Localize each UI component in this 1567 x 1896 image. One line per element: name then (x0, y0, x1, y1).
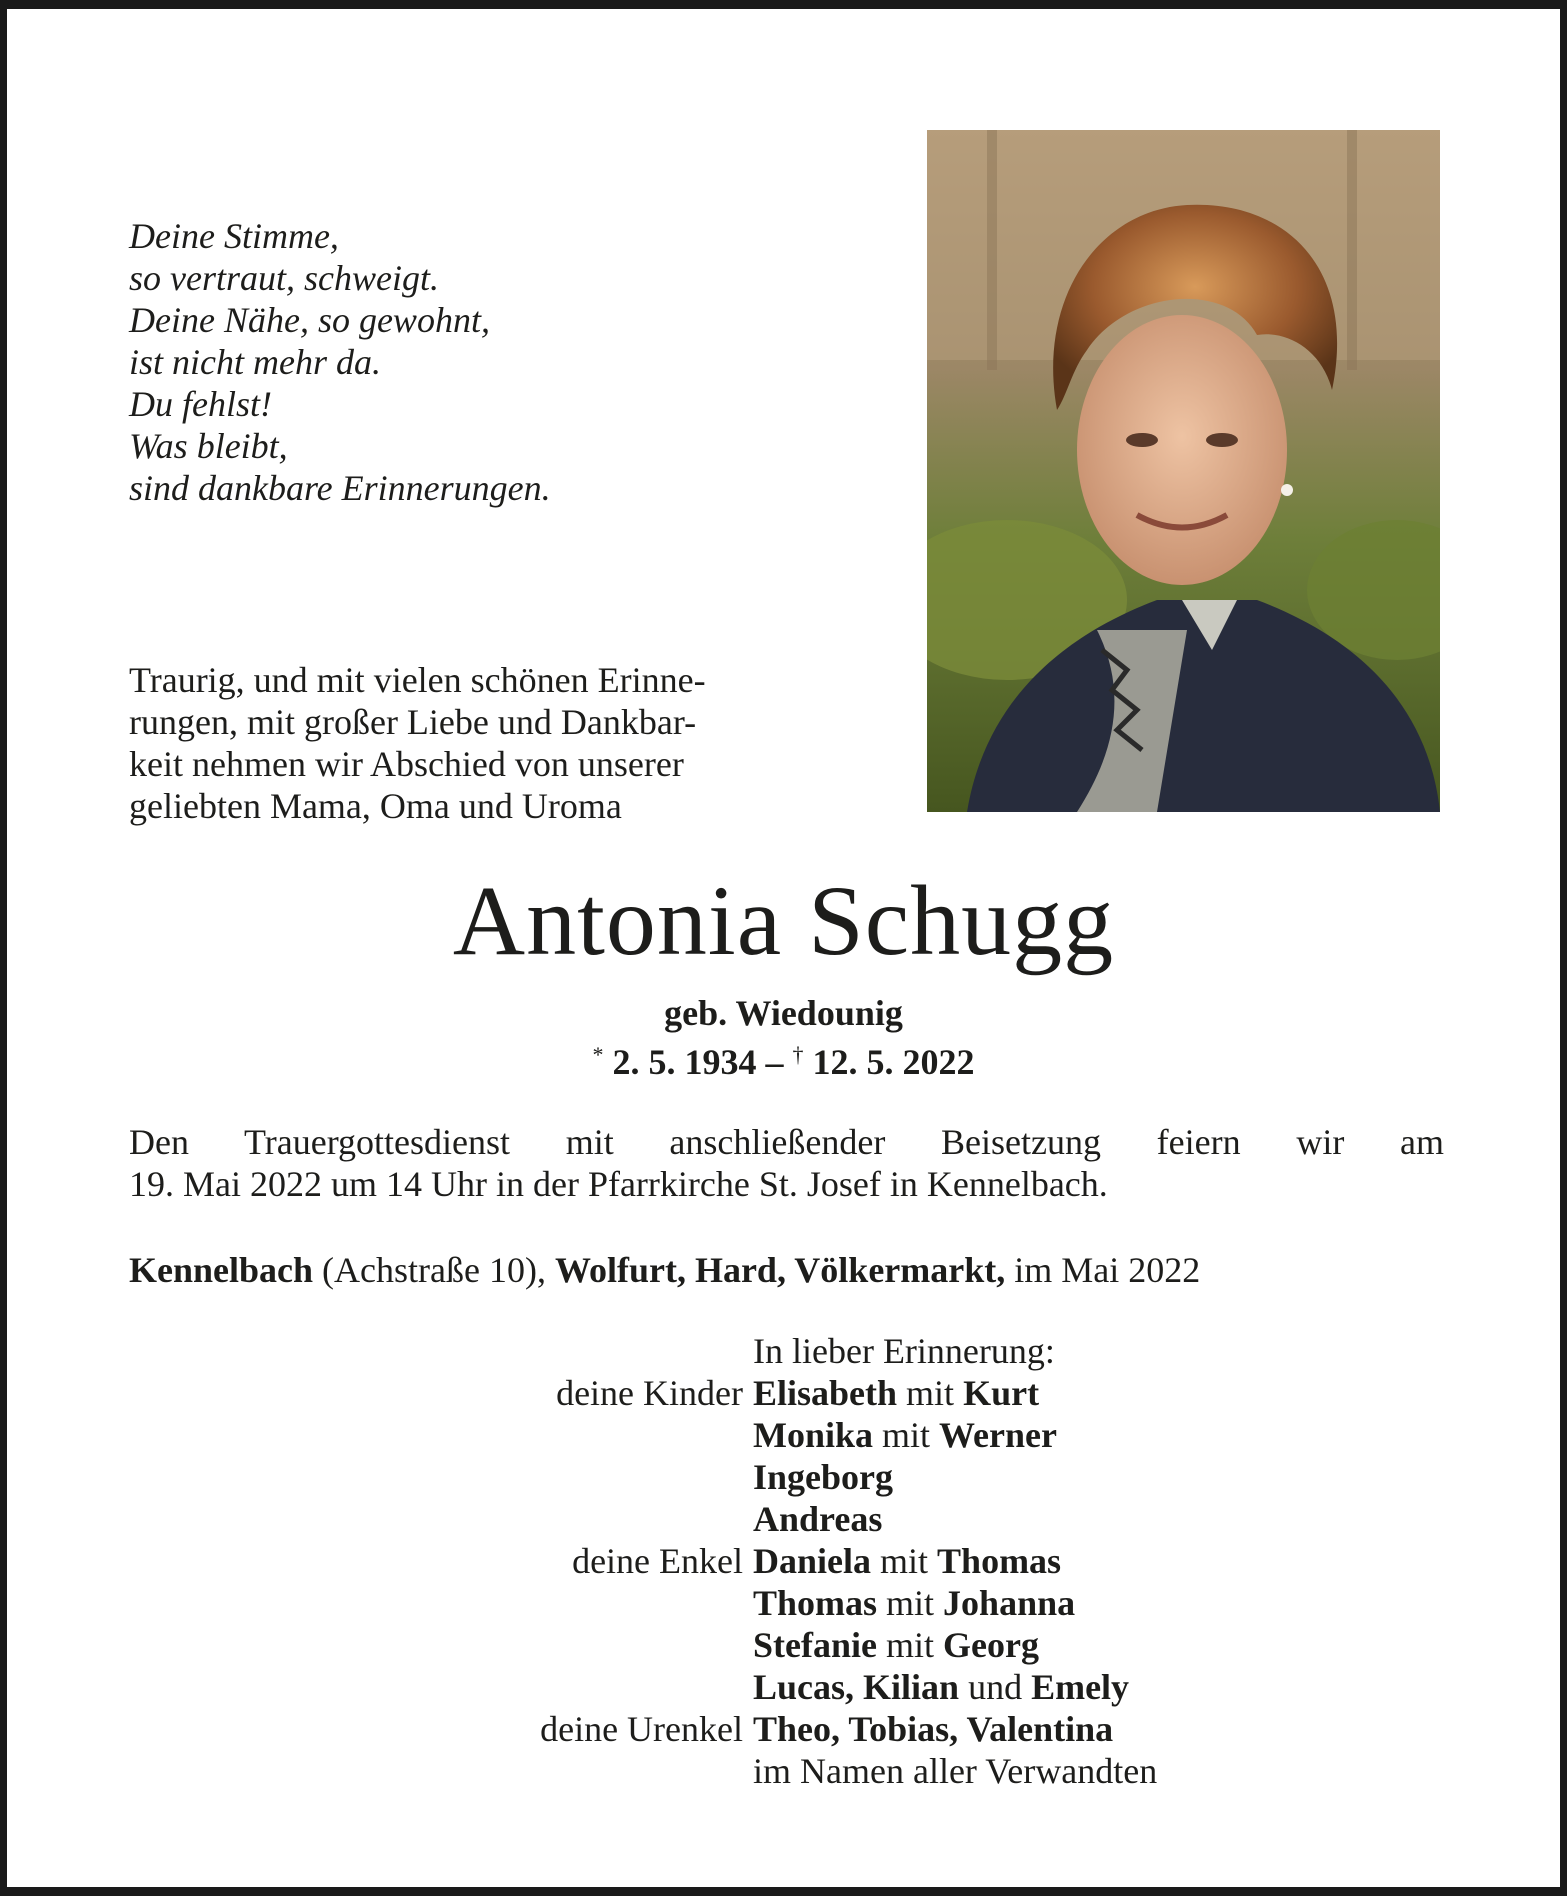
family-names (753, 1624, 1039, 1666)
family-name: Thomas (937, 1541, 1062, 1581)
poem-line: Was bleibt, (129, 426, 288, 466)
poem-line: Deine Stimme, (129, 216, 339, 256)
obituary-page (7, 9, 1560, 1887)
family-name: Emely (1031, 1667, 1130, 1707)
family-name: Kurt (963, 1373, 1040, 1413)
family-names (753, 1456, 893, 1498)
family-name: Elisabeth (753, 1373, 898, 1413)
poem-line: sind dankbare Erinnerungen. (129, 468, 551, 508)
poem-line: Du fehlst! (129, 384, 272, 424)
list-item (7, 1624, 1560, 1666)
family-list (7, 1330, 1560, 1792)
poem-line: Deine Nähe, so gewohnt, (129, 300, 490, 340)
poem-line: ist nicht mehr da. (129, 342, 381, 382)
family-name: Theo, Tobias, Valentina (753, 1709, 1114, 1749)
deceased-name: Antonia Schugg (452, 865, 1115, 976)
intro-line: rungen, mit großer Liebe und Dankbar- (129, 702, 697, 742)
family-name: Werner (939, 1415, 1057, 1455)
family-names (753, 1540, 1061, 1582)
list-item (7, 1582, 1560, 1624)
connector: mit (873, 1415, 940, 1455)
birth-symbol: * (592, 1042, 604, 1067)
family-name: Thomas (753, 1583, 878, 1623)
intro-line: geliebten Mama, Oma und Uroma (129, 786, 622, 826)
intro-text (129, 659, 829, 827)
family-name: Johanna (943, 1583, 1076, 1623)
family-name: Stefanie (753, 1625, 877, 1665)
connector: mit (897, 1373, 964, 1413)
places-others: Wolfurt, Hard, Völkermarkt, (554, 1250, 1006, 1290)
family-name: Ingeborg (753, 1457, 894, 1497)
portrait-photo-icon (927, 130, 1440, 812)
connector: und (959, 1667, 1032, 1707)
family-names (753, 1666, 1129, 1708)
greatgrandchildren-label: deine Urenkel (540, 1709, 743, 1749)
list-item (7, 1750, 1560, 1792)
family-name: Monika (753, 1415, 874, 1455)
connector: mit (876, 1625, 943, 1665)
service-announcement (129, 1121, 1444, 1205)
family-name: Daniela (753, 1541, 872, 1581)
poem-line: so vertraut, schweigt. (129, 258, 439, 298)
list-item (7, 1456, 1560, 1498)
list-item (7, 1414, 1560, 1456)
family-names (753, 1708, 1113, 1750)
places-line (129, 1249, 1509, 1291)
service-line: 19. Mai 2022 um 14 Uhr in der Pfarrkirche St. Josef in Kennelbach. (129, 1164, 1108, 1204)
place-date: im Mai 2022 (1005, 1250, 1201, 1290)
list-item (7, 1540, 1560, 1582)
poem (129, 215, 551, 509)
connector: mit (871, 1541, 938, 1581)
list-item (7, 1372, 1560, 1414)
intro-line: keit nehmen wir Abschied von unserer (129, 744, 684, 784)
family-heading: In lieber Erinnerung: (753, 1331, 1055, 1371)
closing-text: im Namen aller Verwandten (753, 1751, 1158, 1791)
service-line: Den Trauergottesdienst mit anschließender Beisetzung feiern wir am (129, 1122, 1444, 1162)
birth-name: geb. Wiedounig (664, 993, 903, 1033)
family-name: Lucas, Kilian (753, 1667, 960, 1707)
list-item (7, 1666, 1560, 1708)
birth-date: 2. 5. 1934 (612, 1042, 757, 1082)
death-date: 12. 5. 2022 (812, 1042, 975, 1082)
connector: mit (877, 1583, 944, 1623)
list-item (7, 1498, 1560, 1540)
family-names (753, 1582, 1075, 1624)
intro-line: Traurig, und mit vielen schönen Erinne- (129, 660, 706, 700)
family-name: Georg (943, 1625, 1039, 1665)
place-kennelbach: Kennelbach (129, 1250, 314, 1290)
children-label: deine Kinder (556, 1373, 743, 1413)
address: (Achstraße 10), (313, 1250, 555, 1290)
list-item (7, 1708, 1560, 1750)
death-symbol: † (792, 1042, 804, 1067)
grandchildren-label: deine Enkel (572, 1541, 743, 1581)
date-separator: – (765, 1042, 784, 1082)
family-names (753, 1372, 1039, 1414)
family-names (753, 1414, 1057, 1456)
family-names (753, 1498, 882, 1540)
life-dates (7, 1034, 1560, 1083)
family-name: Andreas (753, 1499, 883, 1539)
portrait-photo (927, 130, 1440, 812)
family-heading-row (7, 1330, 1560, 1372)
